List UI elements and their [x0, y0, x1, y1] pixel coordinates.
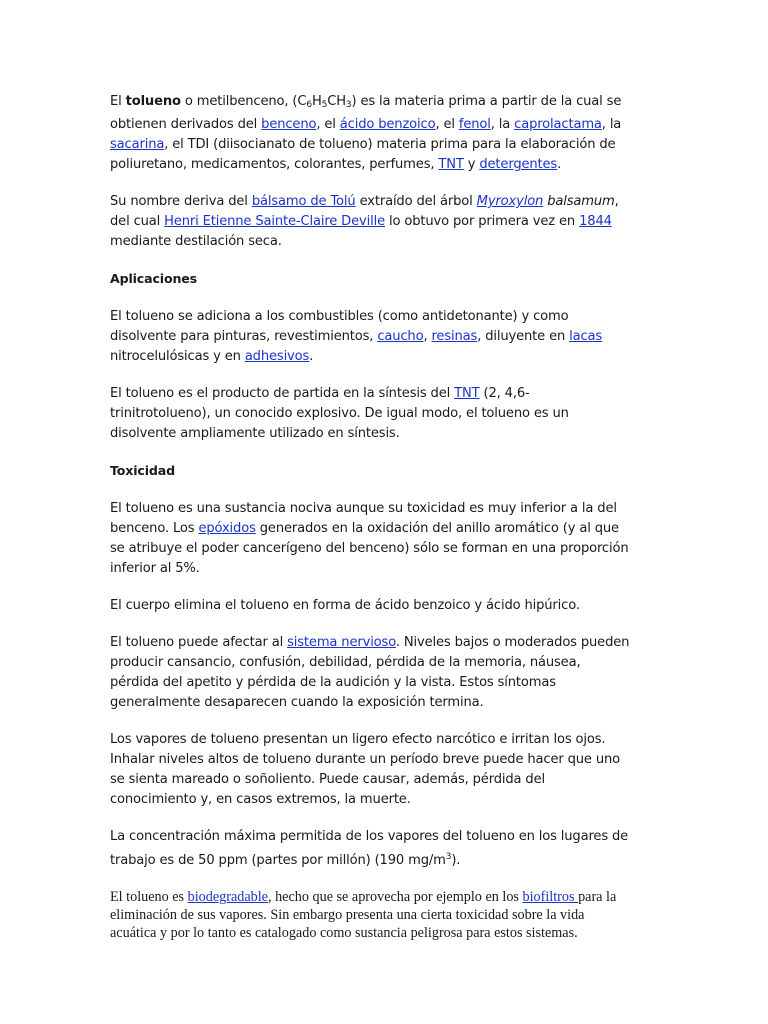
link-tnt[interactable]: TNT [438, 157, 464, 172]
link-benceno[interactable]: benceno [261, 117, 317, 132]
text: Su nombre deriva del [110, 194, 252, 209]
text: o metilbenceno, (C [180, 94, 307, 109]
link-caucho[interactable]: caucho [377, 329, 424, 344]
link-henri-deville[interactable]: Henri Etienne Sainte-Claire Deville [164, 214, 385, 229]
link-epoxidos[interactable]: epóxidos [198, 521, 256, 536]
link-sacarina[interactable]: sacarina [110, 137, 165, 152]
text: , la [490, 117, 515, 132]
text: y [463, 157, 480, 172]
paragraph-tnt-synthesis [110, 384, 630, 444]
paragraph-elimination: El cuerpo elimina el tolueno en forma de ácido benzoico y ácido hipúrico. [110, 598, 580, 613]
superscript: 3 [445, 852, 452, 862]
text: lo obtuvo por primera vez en [385, 214, 580, 229]
text: El tolueno se adiciona a los combustibles (como antidetonante) y como disolvente para pinturas, revestimientos, [110, 309, 569, 344]
paragraph-biodegradable [110, 888, 630, 942]
subscript: 6 [306, 100, 312, 110]
subscript: 3 [345, 100, 352, 110]
link-lacas[interactable]: lacas [569, 329, 603, 344]
text: . [309, 349, 314, 364]
text: , del cual [110, 194, 619, 229]
paragraph-nervous-system [110, 633, 630, 713]
text: La concentración máxima permitida de los vapores del tolueno en los lugares de trabajo es de 50 ppm (partes por millón) (190 mg/m [110, 829, 629, 868]
link-balsamo-de-tolu[interactable]: bálsamo de Tolú [251, 194, 356, 209]
text: ). [451, 853, 461, 868]
paragraph-toxicity [110, 499, 630, 579]
paragraph-intro [110, 92, 630, 175]
text: H [311, 94, 322, 109]
text: . [557, 157, 562, 172]
text: , la [601, 117, 622, 132]
link-resinas[interactable]: resinas [431, 329, 478, 344]
text: , hecho que se aprovecha por ejemplo en los [267, 889, 523, 905]
paragraph-applications [110, 307, 630, 367]
text: , diluyente en [477, 329, 570, 344]
text: extraído del árbol [355, 194, 477, 209]
text: , el TDI (diisocianato de tolueno) materia prima para la elaboración de poliuretano, medicamentos, colorantes, perfumes, [110, 137, 616, 172]
link-detergentes[interactable]: detergentes [479, 157, 558, 172]
paragraph-max-concentration [110, 827, 630, 871]
text: El tolueno es el producto de partida en la síntesis del [110, 386, 455, 401]
section-heading-aplicaciones: Aplicaciones [110, 271, 197, 286]
link-myroxylon[interactable]: Myroxylon [476, 194, 544, 209]
text: El tolueno es una sustancia nociva aunque su toxicidad es muy inferior a la del benceno. Los [110, 501, 617, 536]
text: para la eliminación de sus vapores. Sin embargo presenta una cierta toxicidad sobre la vida acuática y por lo tanto es catalogado como sustancia peligrosa para estos sistemas. [110, 889, 617, 941]
link-tnt[interactable]: TNT [454, 386, 480, 401]
text: ) es la materia prima a partir de la cual se obtienen derivados del [110, 94, 622, 132]
text: , el [316, 117, 340, 132]
link-1844[interactable]: 1844 [579, 214, 612, 229]
paragraph-vapors: Los vapores de tolueno presentan un ligero efecto narcótico e irritan los ojos. Inhalar niveles altos de tolueno durante un período breve puede hacer que uno se sienta mareado o soñoliento. Puede causar, además, pérdida del conocimiento y, en casos extremos, la muerte. [110, 732, 620, 807]
text: (2, 4,6-trinitrotolueno), un conocido explosivo. De igual modo, el tolueno es un disolvente ampliamente utilizado en síntesis. [110, 386, 569, 441]
text: mediante destilación seca. [110, 234, 282, 249]
text: CH [327, 94, 346, 109]
paragraph-etymology [110, 192, 630, 252]
subscript: 5 [321, 100, 328, 110]
text: nitrocelulósicas y en [110, 349, 245, 364]
text: , el [435, 117, 459, 132]
link-adhesivos[interactable]: adhesivos [244, 349, 310, 364]
section-heading-toxicidad: Toxicidad [110, 463, 175, 478]
link-caprolactama[interactable]: caprolactama [514, 117, 602, 132]
link-biodegradable[interactable]: biodegradable [187, 889, 268, 905]
link-fenol[interactable]: fenol [458, 117, 491, 132]
text: El tolueno puede afectar al [110, 635, 288, 650]
link-sistema-nervioso[interactable]: sistema nervioso [287, 635, 396, 650]
text: El tolueno es [110, 889, 188, 905]
text: El [110, 94, 126, 109]
link-biofiltros[interactable]: biofiltros [522, 889, 579, 905]
link-acido-benzoico[interactable]: ácido benzoico [339, 117, 436, 132]
text: generados en la oxidación del anillo aromático (y al que se atribuye el poder cancerígeno del benceno) sólo se forman en una proporción inferior al 5%. [110, 521, 629, 576]
bold-term-tolueno: tolueno [125, 94, 181, 109]
document-body [110, 92, 630, 959]
text: . Niveles bajos o moderados pueden producir cansancio, confusión, debilidad, pérdida de la memoria, náusea, pérdida del apetito y pérdida de la audición y la vista. Estos síntomas generalmente desaparecen cuando la exposición termina. [110, 635, 630, 710]
text: , [423, 329, 432, 344]
italic-balsamum: balsamum [547, 194, 615, 209]
